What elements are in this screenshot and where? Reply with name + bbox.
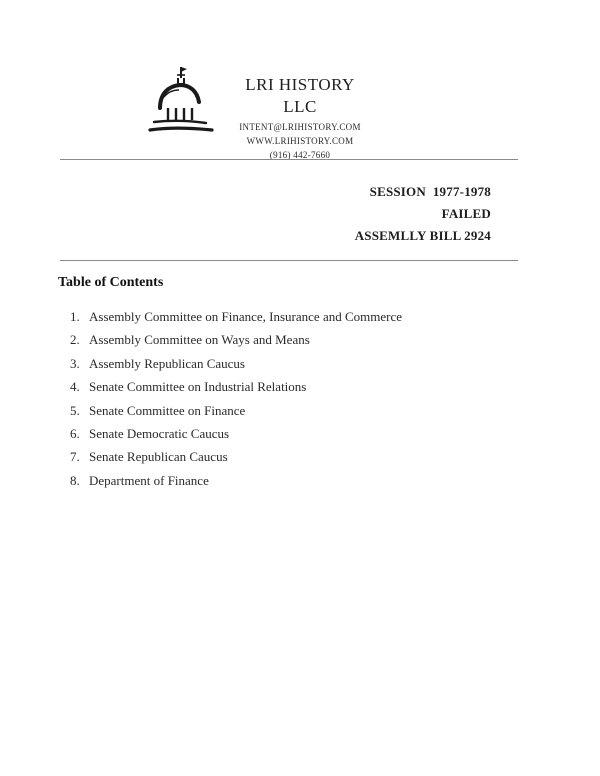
toc-item	[70, 422, 402, 445]
toc-item	[70, 352, 402, 375]
toc-item-label: Senate Democratic Caucus	[89, 426, 230, 442]
toc-item-label: Assembly Committee on Ways and Means	[89, 332, 310, 348]
toc-item-number: 2.	[70, 332, 80, 348]
toc-item	[70, 399, 402, 422]
capitol-dome-icon	[146, 64, 214, 138]
bill-number: ASSEMLLY BILL 2924	[354, 228, 491, 243]
session-label: SESSION 1977-1978	[369, 184, 491, 199]
toc-item	[70, 445, 402, 468]
toc-item-label: Assembly Committee on Finance, Insurance and Commerce	[89, 309, 403, 324]
toc-item-number: 7.	[70, 449, 80, 465]
toc-title: Table of Contents	[58, 275, 164, 290]
toc-item	[70, 375, 402, 398]
bill-info	[355, 181, 491, 247]
toc-item	[70, 305, 402, 328]
toc-item-label: Assembly Republican Caucus	[89, 355, 245, 371]
header-divider	[60, 159, 518, 160]
toc-item	[70, 328, 402, 351]
toc-item-number: 3.	[70, 355, 80, 371]
company-email: INTENT@LRIHISTORY.COM	[239, 122, 361, 132]
bill-info-divider	[60, 260, 518, 261]
company-name: LRI HISTORY LLC	[245, 75, 355, 116]
toc-list	[70, 305, 402, 492]
toc-item-number: 1.	[70, 309, 80, 324]
toc-item-number: 5.	[70, 402, 80, 418]
toc-item-number: 4.	[70, 379, 80, 395]
company-header	[230, 74, 370, 162]
company-website: WWW.LRIHISTORY.COM	[246, 136, 354, 146]
toc-item-label: Senate Committee on Industrial Relations	[89, 379, 307, 395]
bill-status: FAILED	[441, 206, 491, 221]
toc-item-number: 8.	[70, 472, 80, 488]
toc-item-number: 6.	[70, 426, 80, 442]
company-phone: (916) 442-7660	[269, 150, 331, 160]
toc-item-label: Department of Finance	[89, 472, 209, 488]
toc-item-label: Senate Republican Caucus	[89, 449, 228, 465]
toc-item	[70, 469, 402, 492]
toc-item-label: Senate Committee on Finance	[89, 402, 246, 418]
